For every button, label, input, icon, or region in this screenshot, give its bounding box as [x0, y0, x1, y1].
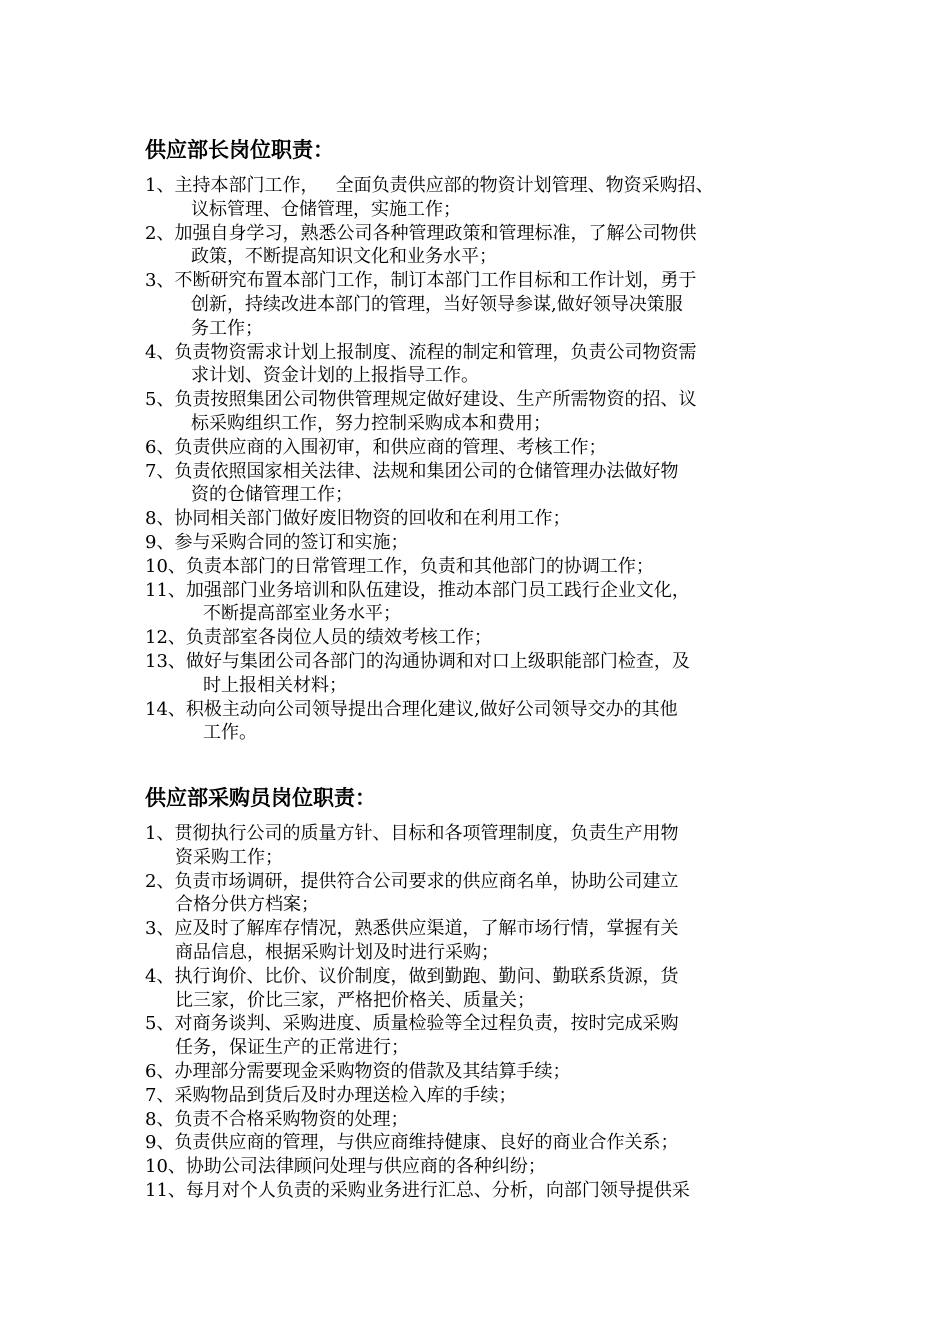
- duty-item-text: 14、积极主动向公司领导提出合理化建议,做好公司领导交办的其他: [145, 698, 678, 720]
- duty-item-text: 8、负责不合格采购物资的处理；: [145, 1108, 409, 1130]
- duty-item: [145, 1155, 815, 1179]
- duty-item-text: 7、采购物品到货后及时办理送检入库的手续；: [145, 1084, 517, 1106]
- manager-duties-list: [145, 174, 815, 745]
- duty-item: [145, 555, 815, 579]
- duty-item: [145, 436, 815, 460]
- duty-item-text: 2、负责市场调研，提供符合公司要求的供应商名单，协助公司建立: [145, 870, 679, 892]
- duty-item: [145, 174, 815, 222]
- duty-item-continuation: 不断提高部室业务水平；: [203, 603, 401, 625]
- duty-item-text: 11、每月对个人负责的采购业务进行汇总、分析，向部门领导提供采: [145, 1179, 690, 1201]
- duty-item-text: 3、不断研究布置本部门工作，制订本部门工作目标和工作计划，勇于: [145, 270, 697, 292]
- duty-item-text: 4、负责物资需求计划上报制度、流程的制定和管理，负责公司物资需: [145, 341, 697, 363]
- duty-item-continuation: 议标管理、仓储管理，实施工作；: [191, 198, 461, 220]
- duty-item: [145, 650, 815, 698]
- duty-item-continuation: 任务，保证生产的正常进行；: [175, 1037, 409, 1059]
- duty-item-text: 1、主持本部门工作， 全面负责供应部的物资计划管理、物资采购招、: [145, 175, 714, 196]
- duty-item-continuation: 求计划、资金计划的上报指导工作。: [191, 365, 479, 387]
- duty-item: [145, 1084, 815, 1108]
- duty-item-continuation: 务工作；: [191, 317, 263, 339]
- duty-item-continuation: 工作。: [203, 722, 257, 744]
- duty-item: [145, 222, 815, 270]
- duty-item-continuation: 政策，不断提高知识文化和业务水平；: [191, 246, 497, 268]
- buyer-duties-list: [145, 822, 815, 1203]
- duty-item-continuation: 创新，持续改进本部门的管理，当好领导参谋,做好领导决策服: [191, 293, 683, 315]
- duty-item: [145, 870, 815, 918]
- duty-item-text: 4、执行询价、比价、议价制度，做到勤跑、勤问、勤联系货源，货: [145, 965, 679, 987]
- duty-item: [145, 388, 815, 436]
- duty-item: [145, 341, 815, 389]
- duty-item-continuation: 资的仓储管理工作；: [191, 484, 353, 506]
- duty-item-text: 12、负责部室各岗位人员的绩效考核工作；: [145, 627, 492, 649]
- duty-item: [145, 917, 815, 965]
- duty-item-text: 1、贯彻执行公司的质量方针、目标和各项管理制度，负责生产用物: [145, 823, 679, 844]
- duty-item: [145, 1060, 815, 1084]
- duty-item: [145, 579, 815, 627]
- duty-item-continuation: 标采购组织工作，努力控制采购成本和费用；: [191, 412, 551, 434]
- duty-item: [145, 531, 815, 555]
- duty-item-text: 2、加强自身学习，熟悉公司各种管理政策和管理标准，了解公司物供: [145, 222, 697, 244]
- duty-item: [145, 1131, 815, 1155]
- duty-item-text: 6、负责供应商的入围初审，和供应商的管理、考核工作；: [145, 436, 607, 458]
- duty-item-continuation: 比三家，价比三家，严格把价格关、质量关；: [175, 989, 535, 1011]
- duty-item-continuation: 合格分供方档案；: [175, 894, 319, 916]
- duty-item: [145, 269, 815, 340]
- duty-item-text: 6、办理部分需要现金采购物资的借款及其结算手续；: [145, 1060, 571, 1082]
- duty-item-text: 5、对商务谈判、采购进度、质量检验等全过程负责，按时完成采购: [145, 1013, 679, 1035]
- duty-item-continuation: 资采购工作；: [175, 846, 283, 868]
- duty-item-text: 9、负责供应商的管理，与供应商维持健康、良好的商业合作关系；: [145, 1132, 679, 1154]
- section-title-manager: 供应部长岗位职责：: [145, 138, 334, 162]
- duty-item: [145, 1179, 815, 1203]
- duty-item-text: 7、负责依照国家相关法律、法规和集团公司的仓储管理办法做好物: [145, 460, 679, 482]
- duty-item-text: 10、协助公司法律顾问处理与供应商的各种纠纷；: [145, 1156, 546, 1178]
- duty-item-text: 10、负责本部门的日常管理工作，负责和其他部门的协调工作；: [145, 555, 654, 577]
- duty-item-text: 13、做好与集团公司各部门的沟通协调和对口上级职能部门检查，及: [145, 650, 690, 672]
- duty-item-text: 3、应及时了解库存情况，熟悉供应渠道，了解市场行情，掌握有关: [145, 918, 679, 940]
- duty-item-text: 9、参与采购合同的签订和实施；: [145, 531, 409, 553]
- duty-item-continuation: 商品信息，根据采购计划及时进行采购；: [175, 941, 499, 963]
- duty-item: [145, 460, 815, 508]
- duty-item-continuation: 时上报相关材料；: [203, 674, 347, 696]
- duty-item-text: 5、负责按照集团公司物供管理规定做好建设、生产所需物资的招、议: [145, 389, 697, 411]
- duty-item: [145, 507, 815, 531]
- duty-item: [145, 1012, 815, 1060]
- duty-item: [145, 822, 815, 870]
- duty-item: [145, 965, 815, 1013]
- duty-item: [145, 626, 815, 650]
- duty-item: [145, 698, 815, 746]
- duty-item: [145, 1108, 815, 1132]
- section-title-buyer: 供应部采购员岗位职责：: [145, 786, 376, 810]
- duty-item-text: 8、协同相关部门做好废旧物资的回收和在利用工作；: [145, 508, 571, 530]
- duty-item-text: 11、加强部门业务培训和队伍建设，推动本部门员工践行企业文化，: [145, 579, 690, 601]
